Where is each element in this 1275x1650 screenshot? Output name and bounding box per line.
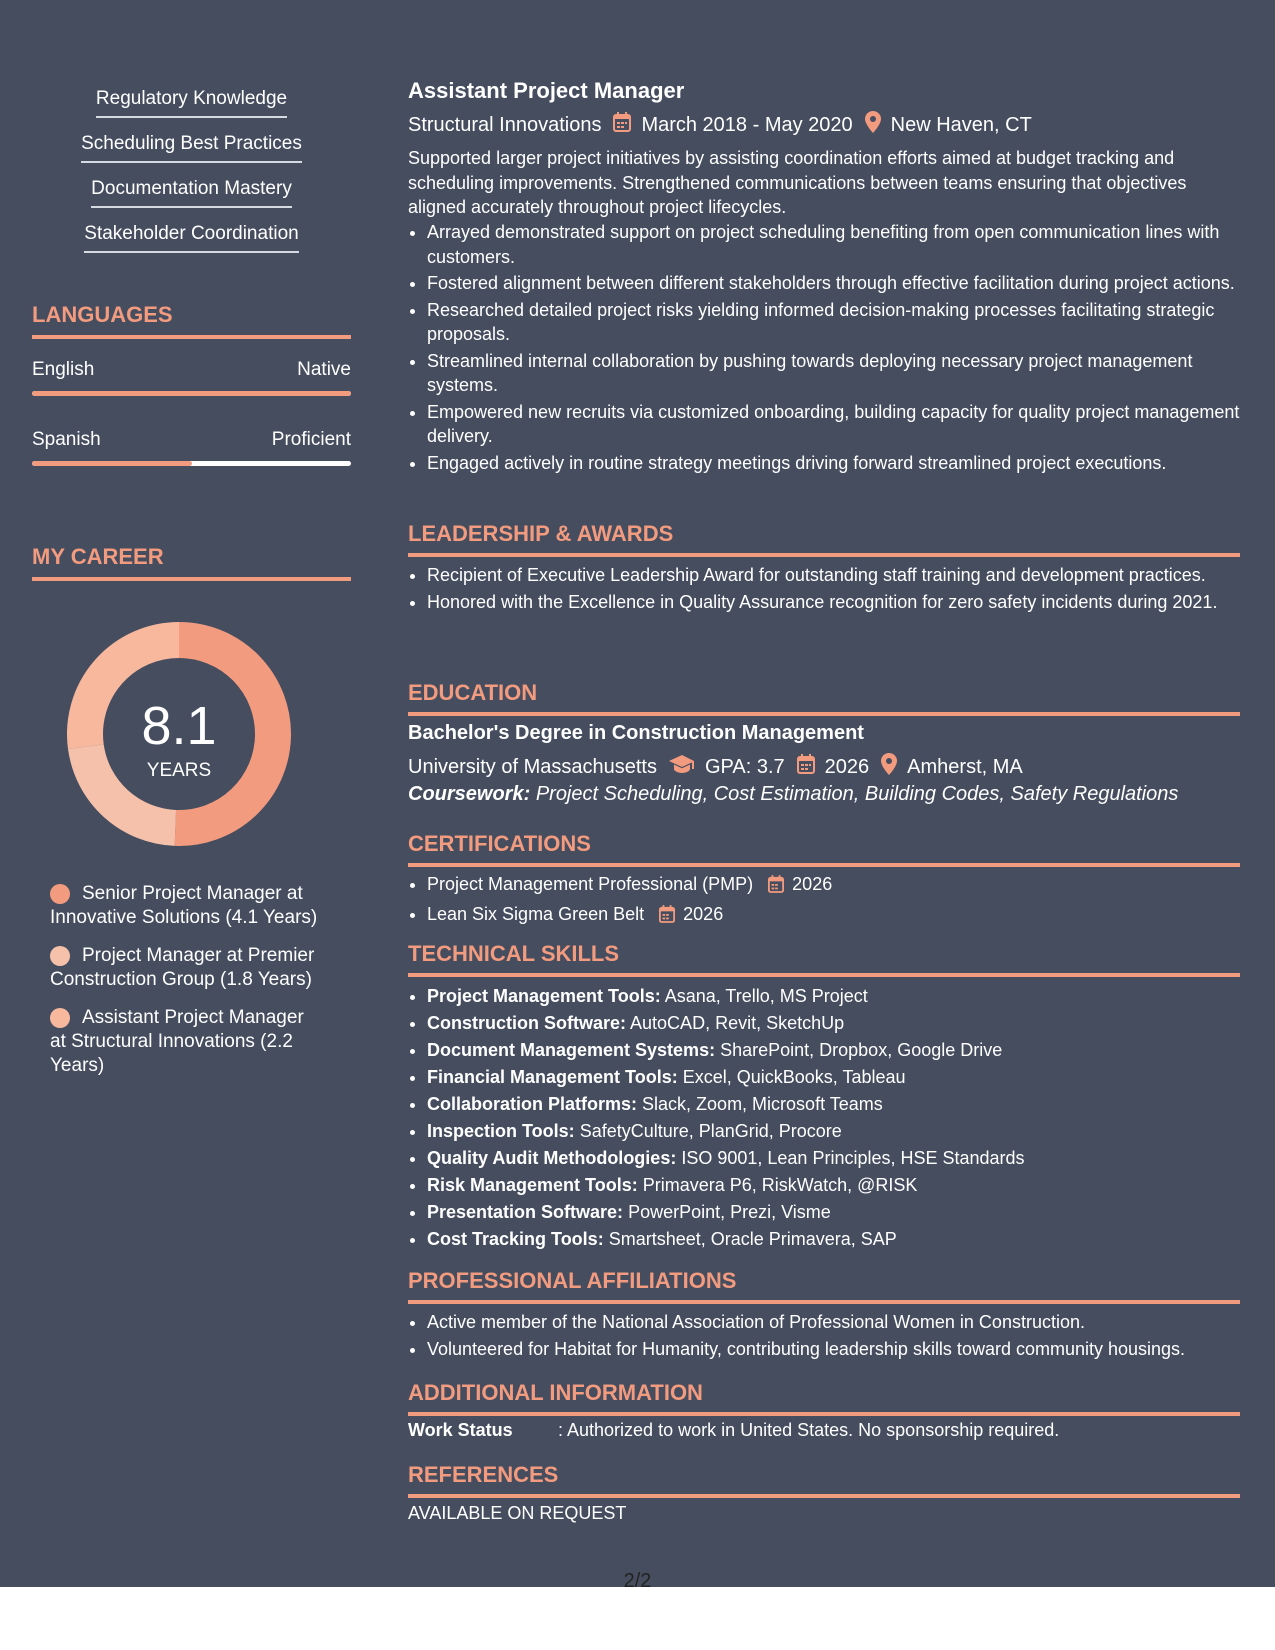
list-item: [427, 1065, 1259, 1090]
references-heading: REFERENCES: [408, 1462, 1240, 1498]
language-bar: [32, 391, 351, 396]
skill-label: Construction Software:: [427, 1013, 627, 1033]
career-donut-chart: [67, 622, 291, 846]
list-item: [427, 1092, 1259, 1117]
education-gpa: GPA: 3.7: [704, 755, 785, 778]
graduation-cap-icon: [669, 755, 695, 779]
skill-value: Asana, Trello, MS Project: [664, 986, 868, 1006]
skill-label: Financial Management Tools:: [427, 1067, 678, 1087]
skill-value: Primavera P6, RiskWatch, @RISK: [642, 1175, 918, 1195]
career-total-unit: YEARS: [146, 760, 212, 781]
job-dates: March 2018 - May 2020: [641, 113, 853, 136]
affiliations-list: [408, 1310, 1259, 1363]
certifications-heading: CERTIFICATIONS: [408, 831, 1240, 867]
skill-value: PowerPoint, Prezi, Visme: [628, 1202, 831, 1222]
language-name: Spanish: [32, 429, 101, 450]
list-item: [427, 872, 1259, 900]
list-item: [427, 1119, 1259, 1144]
job-title: Assistant Project Manager: [408, 78, 685, 103]
language-level: Proficient: [271, 429, 351, 450]
career-legend-item: [50, 944, 320, 992]
list-item: • Fostered alignment between different stakeholders through effective facilitation during project actions.: [427, 271, 1259, 296]
certification-year: 2026: [683, 903, 724, 924]
certification-year: 2026: [792, 874, 833, 894]
calendar-icon: [613, 112, 631, 138]
languages-heading: LANGUAGES: [32, 302, 351, 339]
list-item: • Engaged actively in routine strategy meetings driving forward streamlined project executions.: [427, 451, 1259, 476]
leadership-heading: LEADERSHIP & AWARDS: [408, 521, 1240, 557]
certification-name: Project Management Professional (PMP): [427, 874, 754, 894]
list-item: [427, 1200, 1259, 1225]
list-item: [427, 902, 1259, 930]
list-item: • Honored with the Excellence in Quality Assurance recognition for zero safety incidents during 2021.: [427, 590, 1259, 615]
education-heading: EDUCATION: [408, 680, 1240, 716]
career-legend-item: [50, 882, 320, 930]
location-pin-icon: [865, 111, 881, 139]
skill-tag: Stakeholder Coordination: [84, 223, 298, 253]
work-status-label: Work Status: [408, 1420, 513, 1440]
certifications-list: [408, 872, 1259, 931]
legend-dot: [50, 884, 70, 904]
skill-tag: Regulatory Knowledge: [96, 88, 287, 118]
calendar-icon: [768, 875, 784, 900]
career-total-value: 8.1: [141, 696, 217, 756]
skill-value: SafetyCulture, PlanGrid, Procore: [579, 1121, 842, 1141]
additional-info-heading: ADDITIONAL INFORMATION: [408, 1380, 1240, 1416]
career-legend-item: [50, 1006, 320, 1078]
list-item: • Empowered new recruits via customized onboarding, building capacity for quality project management delivery.: [427, 400, 1259, 449]
job-bullets: [408, 220, 1259, 477]
job-company: Structural Innovations: [408, 113, 602, 136]
coursework-text: Project Scheduling, Cost Estimation, Building Codes, Safety Regulations: [535, 783, 1179, 805]
skill-label: Presentation Software:: [427, 1202, 624, 1222]
location-pin-icon: [881, 753, 897, 781]
calendar-icon: [659, 905, 675, 930]
education-school: University of Massachusetts: [408, 755, 657, 778]
career-legend-text: Senior Project Manager at Innovative Solutions (4.1 Years): [50, 883, 318, 928]
language-level: Native: [297, 359, 351, 380]
language-bar-fill: [32, 391, 351, 396]
job-location: New Haven, CT: [890, 113, 1032, 136]
technical-skills-heading: TECHNICAL SKILLS: [408, 941, 1240, 977]
education-meta: [408, 753, 1023, 781]
list-item: [427, 1011, 1259, 1036]
certification-name: Lean Six Sigma Green Belt: [427, 903, 645, 924]
career-heading: MY CAREER: [32, 544, 351, 581]
skill-label: Inspection Tools:: [427, 1121, 575, 1141]
skill-value: Slack, Zoom, Microsoft Teams: [642, 1094, 883, 1114]
education-location: Amherst, MA: [907, 755, 1023, 778]
career-legend-text: Project Manager at Premier Construction Group (1.8 Years): [50, 945, 315, 990]
coursework-label: Coursework:: [408, 783, 531, 805]
skill-value: ISO 9001, Lean Principles, HSE Standards: [681, 1148, 1025, 1168]
education-year: 2026: [824, 755, 870, 778]
list-item: [427, 1173, 1259, 1198]
page-number: 2/2: [623, 1570, 652, 1592]
list-item: [427, 1038, 1259, 1063]
career-legend-text: Assistant Project Manager at Structural Innovations (2.2 Years): [50, 1007, 304, 1076]
skill-label: Project Management Tools:: [427, 986, 661, 1006]
donut-segment-1: [86, 747, 175, 828]
skill-label: Document Management Systems:: [427, 1040, 716, 1060]
education-coursework: [408, 783, 1178, 806]
skill-tag: Documentation Mastery: [91, 178, 292, 208]
job-summary: Supported larger project initiatives by assisting coordination efforts aimed at budget tracking and scheduling improvements. Strengthened communications between teams ensuring that objectives aligned accurately throughout project lifecycles.: [408, 148, 1187, 217]
list-item: • Active member of the National Association of Professional Women in Construction.: [427, 1310, 1259, 1335]
legend-dot: [50, 1008, 70, 1028]
skill-value: AutoCAD, Revit, SketchUp: [630, 1013, 845, 1033]
skill-label: Collaboration Platforms:: [427, 1094, 638, 1114]
technical-skills-list: [408, 984, 1259, 1254]
references-text: AVAILABLE ON REQUEST: [408, 1503, 627, 1523]
list-item: • Streamlined internal collaboration by pushing towards deploying necessary project management systems.: [427, 349, 1259, 398]
education-degree: Bachelor's Degree in Construction Management: [408, 722, 864, 744]
legend-dot: [50, 946, 70, 966]
skill-value: Smartsheet, Oracle Primavera, SAP: [608, 1229, 897, 1249]
leadership-list: [408, 563, 1259, 616]
language-bar-fill: [32, 461, 192, 466]
list-item: • Arrayed demonstrated support on project scheduling benefiting from open communication lines with customers.: [427, 220, 1259, 269]
list-item: [427, 1227, 1259, 1252]
skill-tag: Scheduling Best Practices: [81, 133, 302, 163]
job-meta: [408, 111, 1032, 139]
work-status-value: : Authorized to work in United States. No sponsorship required.: [558, 1420, 1060, 1440]
skill-label: Quality Audit Methodologies:: [427, 1148, 677, 1168]
list-item: • Researched detailed project risks yielding informed decision-making processes facilitating strategic proposals.: [427, 298, 1259, 347]
language-name: English: [32, 359, 95, 380]
skill-value: Excel, QuickBooks, Tableau: [682, 1067, 906, 1087]
skill-label: Risk Management Tools:: [427, 1175, 638, 1195]
language-bar: [32, 461, 351, 466]
list-item: • Volunteered for Habitat for Humanity, contributing leadership skills toward community housings.: [427, 1337, 1259, 1362]
skill-value: SharePoint, Dropbox, Google Drive: [720, 1040, 1003, 1060]
list-item: [427, 984, 1259, 1009]
list-item: [427, 1146, 1259, 1171]
list-item: • Recipient of Executive Leadership Award for outstanding staff training and development practices.: [427, 563, 1259, 588]
work-status-row: [408, 1420, 1059, 1441]
skill-label: Cost Tracking Tools:: [427, 1229, 604, 1249]
affiliations-heading: PROFESSIONAL AFFILIATIONS: [408, 1268, 1240, 1304]
calendar-icon: [797, 754, 815, 780]
